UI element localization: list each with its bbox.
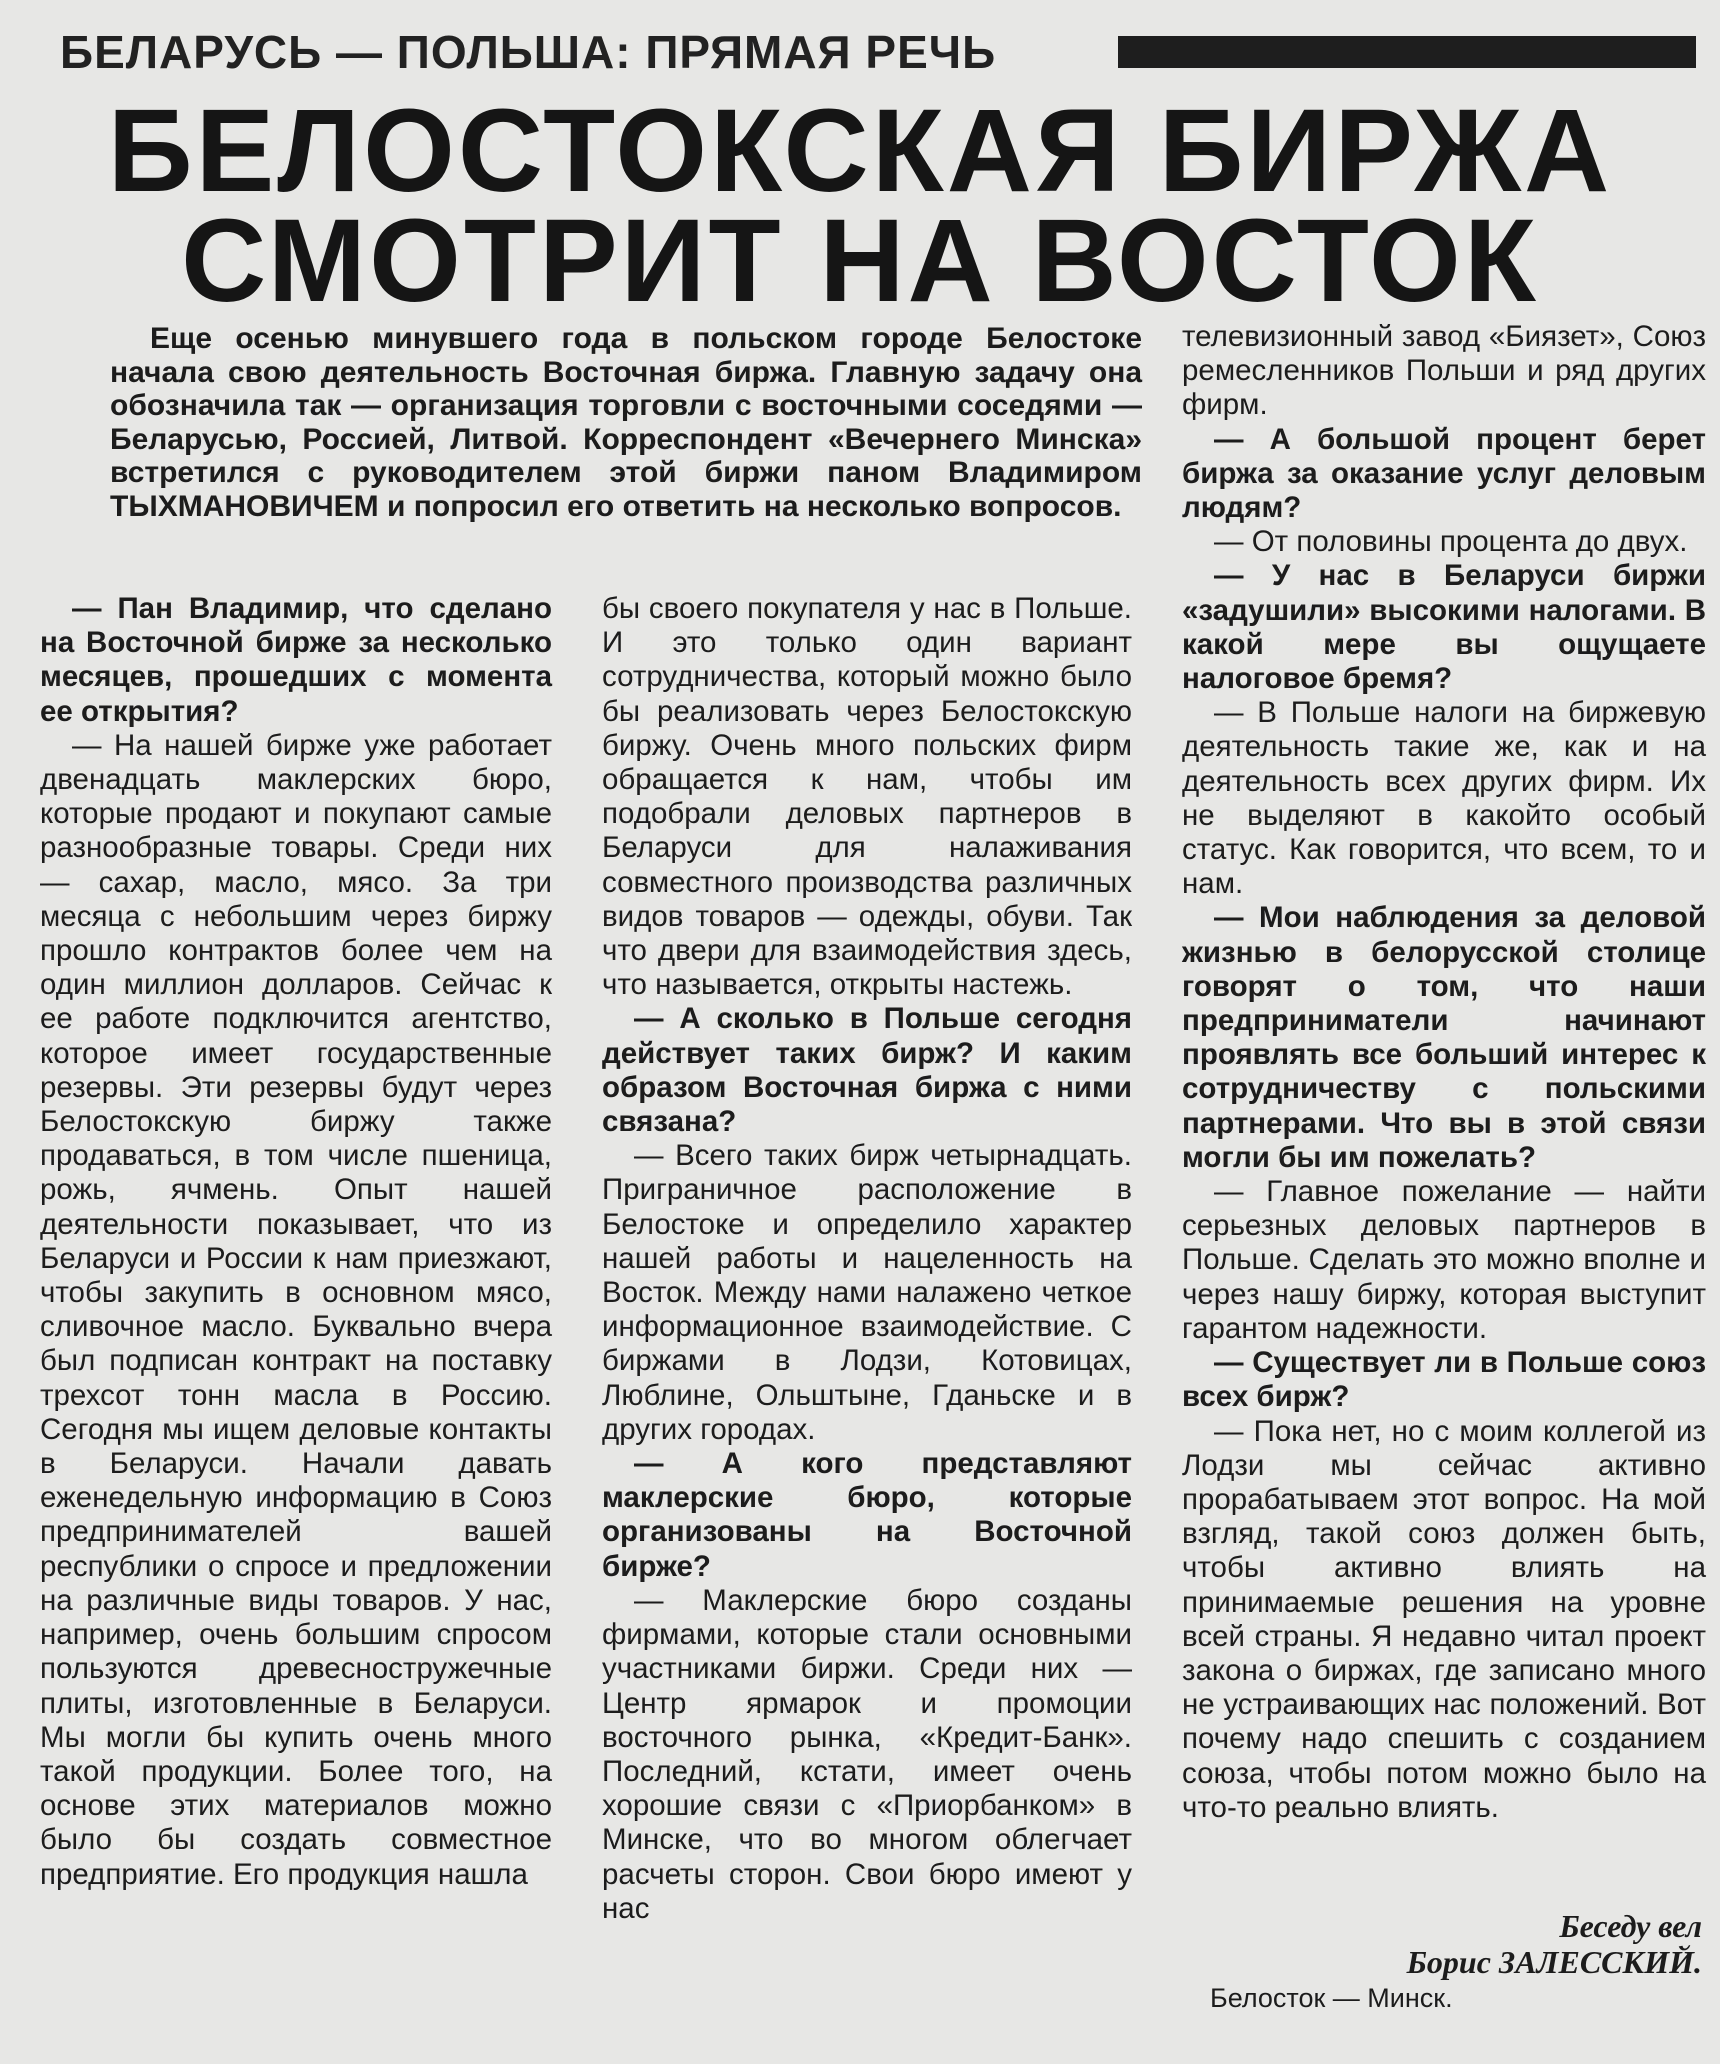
signature-author: Борис ЗАЛЕССКИЙ.	[1406, 1944, 1702, 1980]
answer-2: — Всего таких бирж четырнадцать. Приграничное расположение в Белостоке и определило характер нашей работы и нацеленность на Восток. Между нами налажено четкое информационное взаимодействие. С биржами в Лодзи, Котовицах, Люблине, Ольштыне, Гданьске и в других городах.	[602, 1139, 1132, 1446]
question-4: — А большой процент берет биржа за оказание услуг деловым людям?	[1182, 422, 1706, 525]
answer-3-continued: телевизионный завод «Биязет», Союз ремесленников Польши и ряд других фирм.	[1182, 320, 1706, 422]
question-5: — У нас в Беларуси биржи «задушили» высокими налогами. В какой мере вы ощущаете налоговое бремя?	[1182, 559, 1706, 696]
answer-1-continued: бы своего покупателя у нас в Польше. И это только один вариант сотрудничества, который можно было бы реализовать через Белостокскую биржу. Очень много польских фирм обращается к нам, чтобы им подобрали деловых партнеров в Беларуси для налаживания совместного производства различных видов товаров — одежды, обуви. Так что двери для взаимодействия здесь, что называется, открыты настежь.	[602, 592, 1132, 1002]
answer-6: — Главное пожелание — найти серьезных деловых партнеров в Польше. Сделать это можно вполне и через нашу биржу, которая выступит гарантом надежности.	[1182, 1175, 1706, 1345]
rubric-bar	[1118, 36, 1696, 68]
signature-line-1: Беседу вел	[1559, 1908, 1702, 1944]
question-1: — Пан Владимир, что сделано на Восточной бирже за несколько месяцев, прошедших с момента ее открытия?	[40, 592, 552, 728]
answer-1: — На нашей бирже уже работает двенадцать маклерских бюро, которые продают и покупают самые разнообразные товары. Среди них — сахар, масло, мясо. За три месяца с небольшим через биржу прошло контрактов более чем на один миллион долларов. Сейчас к ее работе подключится агентство, которое имеет государственные резервы. Эти резервы будут через Белостокскую биржу также продаваться, в том числе пшеница, рожь, ячмень. Опыт нашей деятельности показывает, что из Беларуси и России к нам приезжают, чтобы закупить в основном мясо, сливочное масло. Буквально вчера был подписан контракт на поставку трехсот тонн масла в Россию. Сегодня мы ищем деловые контакты в Беларуси. Начали давать еженедельную информацию в Союз предпринимателей вашей республики о спросе и предложении на различные виды товаров. У нас, например, очень большим спросом пользуются древесностружечные плиты, изготовленные в Беларуси. Мы могли бы купить очень много такой продукции. Более того, на основе этих материалов можно было бы создать совместное предприятие. Его продукция нашла	[40, 728, 552, 1891]
column-1	[40, 592, 552, 1892]
question-2: — А сколько в Польше сегодня действует таких бирж? И каким образом Восточная биржа с ними связана?	[602, 1002, 1132, 1139]
question-3: — А кого представляют маклерские бюро, которые организованы на Восточной бирже?	[602, 1447, 1132, 1583]
signature	[1182, 1908, 1702, 1980]
lead-paragraph	[110, 322, 1142, 523]
answer-4: — От половины процента до двух.	[1214, 525, 1688, 559]
answer-3: — Маклерские бюро созданы фирмами, которые стали основными участниками биржи. Среди них — Центр ярмарок и промоции восточного рынка, «Кредит-Банк». Последний, кстати, имеет очень хорошие связи с «Приорбанком» в Минске, что во многом облегчает расчеты сторон. Свои бюро имеют у нас	[602, 1583, 1132, 1925]
headline-line-2: СМОТРИТ НА ВОСТОК	[181, 195, 1539, 327]
column-2	[602, 592, 1132, 1926]
answer-7: — Пока нет, но с моим коллегой из Лодзи мы сейчас активно прорабатываем этот вопрос. На мой взгляд, такой союз должен быть, чтобы активно влиять на принимаемые решения на уровне всей страны. Я недавно читал проект закона о биржах, где записано много не устраивающих нас положений. Вот почему надо спешить с созданием союза, чтобы потом можно было на что-то реально влиять.	[1182, 1414, 1706, 1824]
question-7: — Существует ли в Польше союз всех бирж?	[1182, 1346, 1706, 1414]
headline-line-1: БЕЛОСТОКСКАЯ БИРЖА	[107, 85, 1613, 217]
lead-text: Еще осенью минувшего года в польском городе Белостоке начала свою деятельность Восточная биржа. Главную задачу она обозначила так — организация торговли с восточными соседями — Беларусью, Россией, Литвой. Корреспондент «Вечернего Минска» встретился с руководителем этой биржи паном Владимиром ТЫХМАНОВИЧЕМ и попросил его ответить на несколько вопросов.	[110, 322, 1142, 523]
headline	[60, 85, 1660, 327]
rubric: БЕЛАРУСЬ — ПОЛЬША: ПРЯМАЯ РЕЧЬ	[60, 26, 997, 78]
question-6: — Мои наблюдения за деловой жизнью в белорусской столице говорят о том, что наши предприниматели начинают проявлять все больший интерес к сотрудничеству с польскими партнерами. Что вы в этой связи могли бы им пожелать?	[1182, 901, 1706, 1174]
dateline: Белосток — Минск.	[1210, 1983, 1453, 2013]
column-3	[1182, 320, 1706, 1825]
answer-5: — В Польше налоги на биржевую деятельность такие же, как и на деятельность всех других фирм. Их не выделяют в какойто особый статус. Как говорится, что всем, то и нам.	[1182, 696, 1706, 901]
